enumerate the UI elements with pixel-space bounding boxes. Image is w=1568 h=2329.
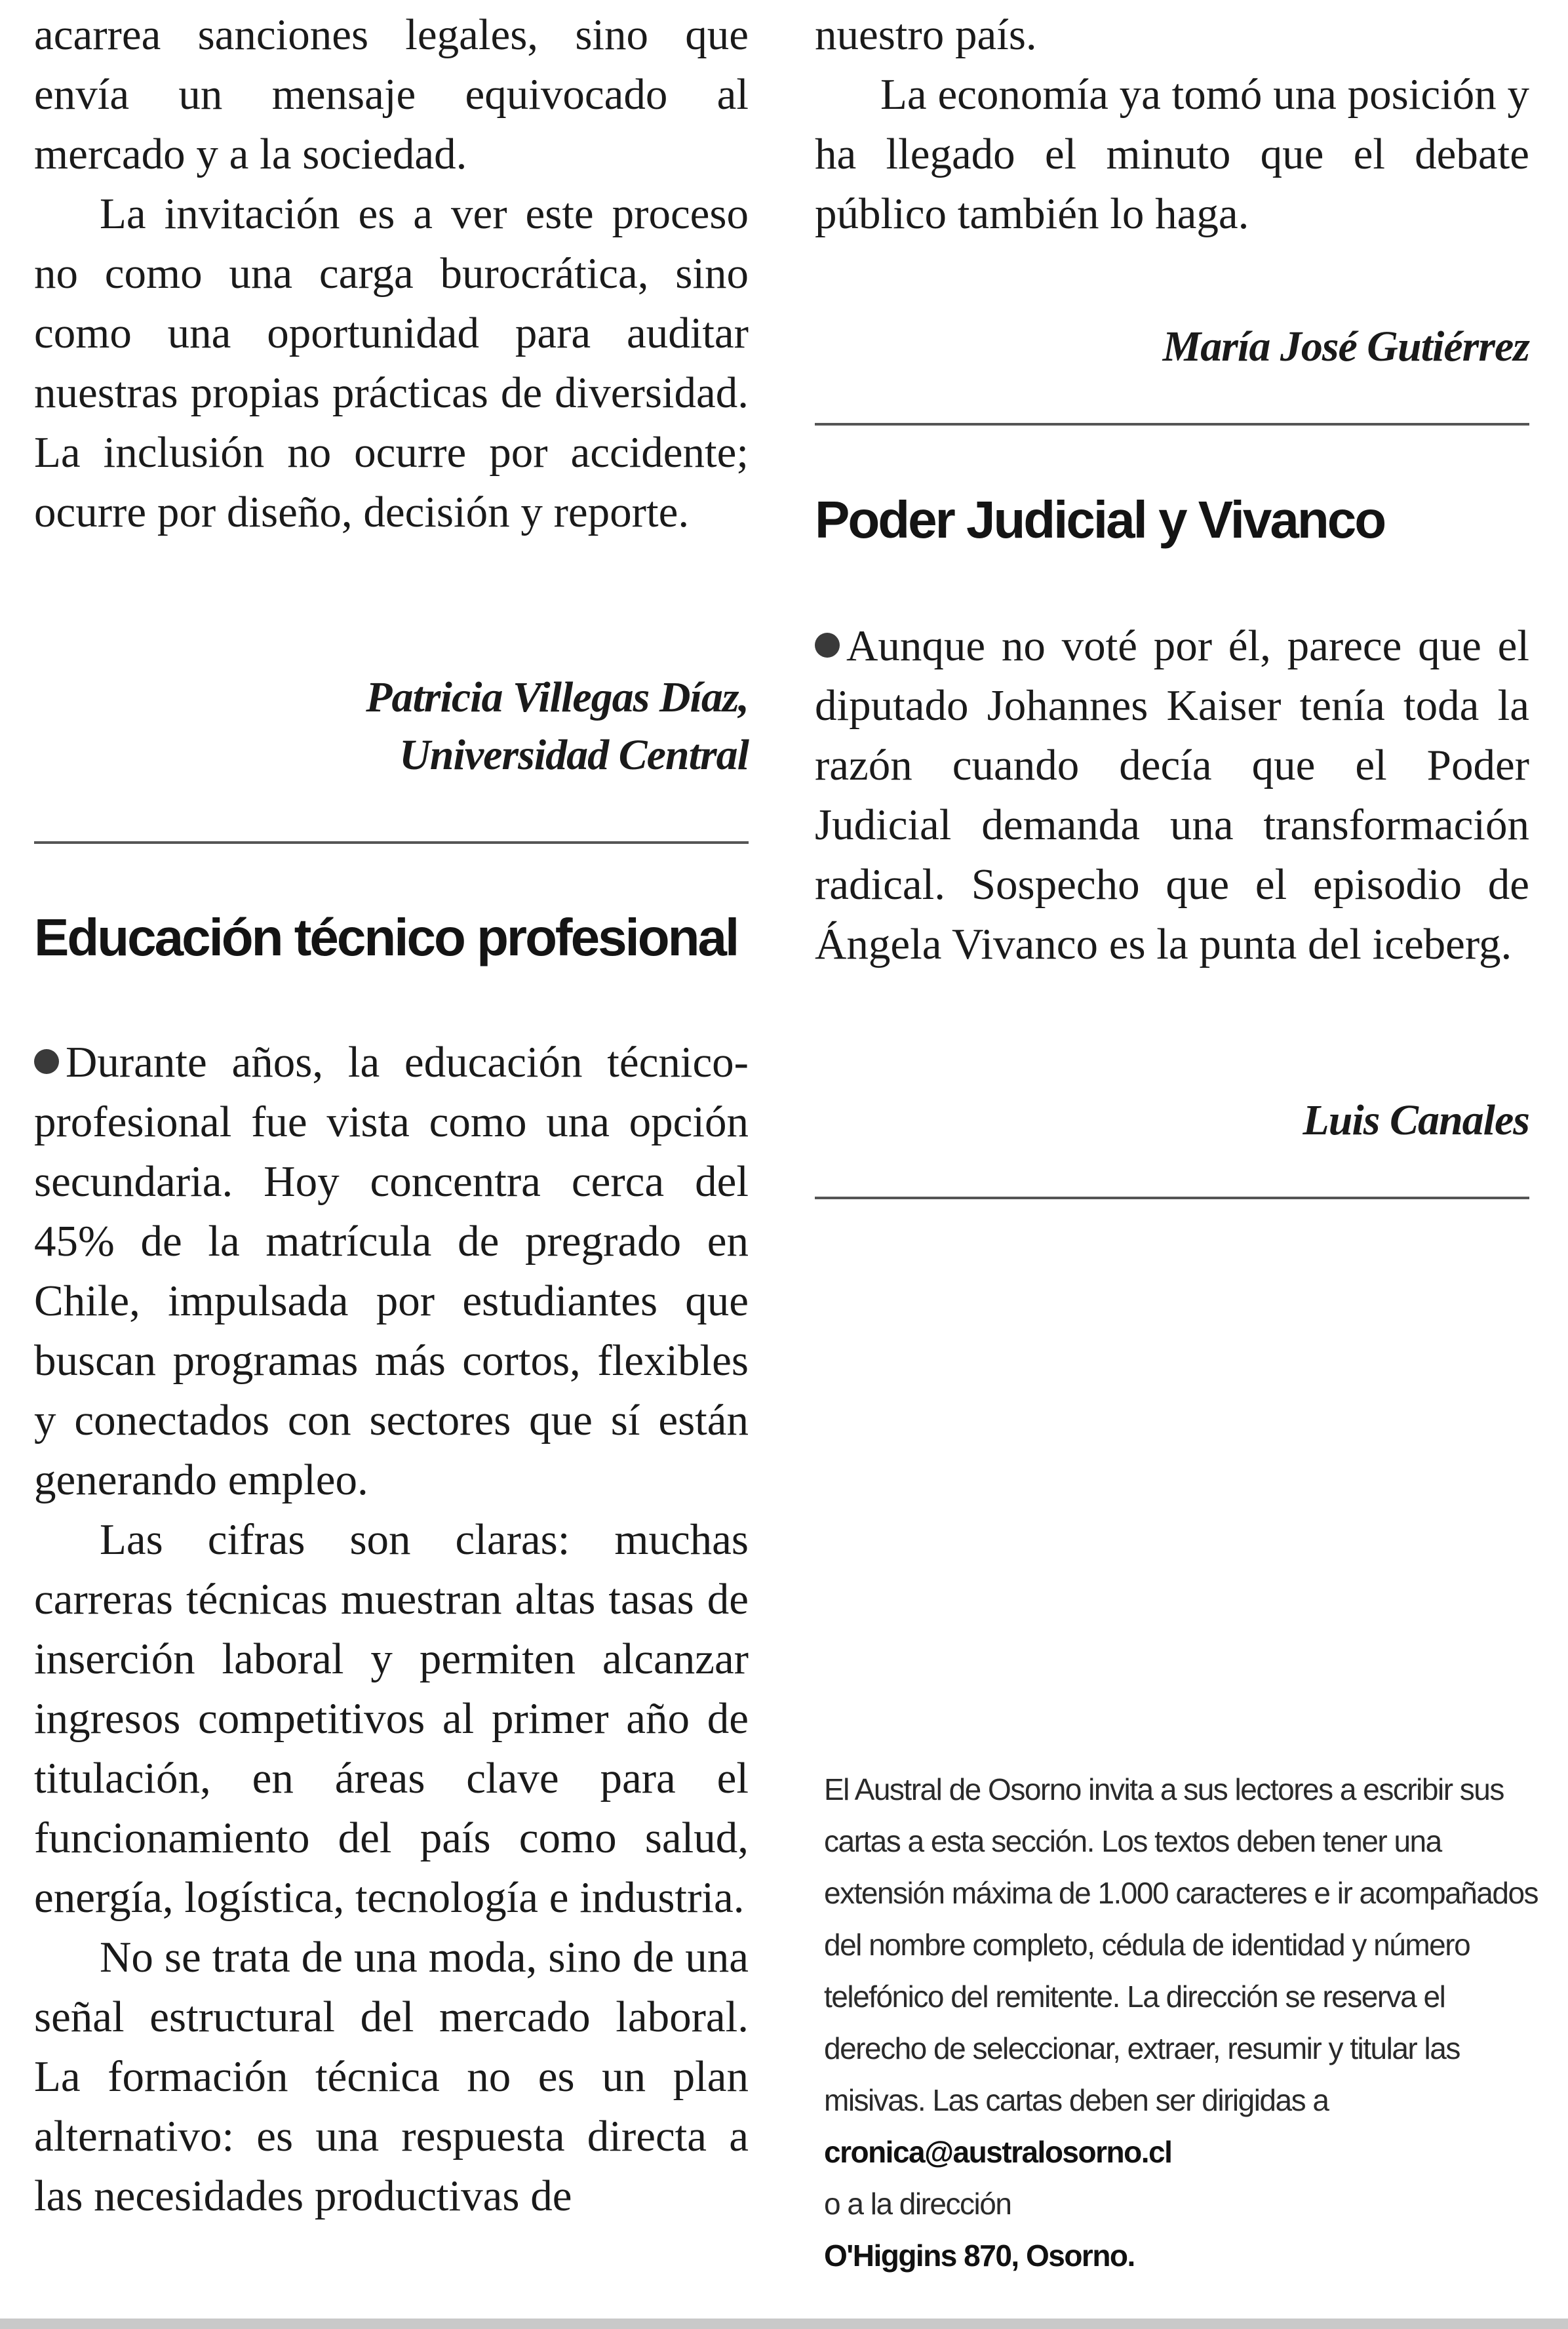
letter-paragraph: Las cifras son claras: muchas carreras técnicas muestran altas tasas de inserción laboral y permiten alcanzar ingresos competitivos al primer año de titulación, en áreas clave para el funcionamiento del país como salud, energía, logística, tecnología e industria. [34,1515,749,1922]
letter-headline: Educación técnico profesional [34,908,738,966]
page-bottom-edge [0,2319,1568,2329]
signature-name: Patricia Villegas Díaz, [366,673,749,721]
postal-address: O'Higgins 870, Osorno. [824,2239,1135,2273]
note-or-address: o a la dirección [824,2187,1011,2221]
section-divider [815,423,1529,426]
letter-paragraph: La invitación es a ver este proceso no como una carga burocrática, sino como una oportunidad para auditar nuestras propias prácticas de diversidad. La inclusión no ocurre por accidente; ocurre por diseño, decisión y reporte. [34,189,749,536]
bullet-icon [815,633,840,658]
bullet-icon [34,1049,59,1074]
contact-email: cronica@australosorno.cl [824,2135,1172,2169]
section-divider [815,1197,1529,1199]
letter-paragraph-text: Durante años, la educación técnico-profesional fue vista como una opción secundaria. Hoy concentra cerca del 45% de la matrícula de pregrado en Chile, impulsada por estudiantes que buscan programas más cortos, flexibles y conectados con sectores que sí están generando empleo. [34,1038,749,1504]
letter-paragraph [34,1033,749,1510]
letter-continuation-text: acarrea sanciones legales, sino que envía un mensaje equivocado al mercado y a la sociedad. [34,10,749,178]
letter-headline: Poder Judicial y Vivanco [815,490,1385,549]
letter-paragraph: La economía ya tomó una posición y ha llegado el minuto que el debate público también lo haga. [815,70,1529,238]
letter-continuation-text: nuestro país. [815,10,1037,59]
signature-name: Luis Canales [1303,1096,1529,1144]
letter-paragraph-text: Aunque no voté por él, parece que el diputado Johannes Kaiser tenía toda la razón cuando decía que el Poder Judicial demanda una transformación radical. Sospecho que el episodio de Ángela Vivanco es la punta del iceberg. [815,622,1529,968]
section-divider [34,841,749,844]
note-text: El Austral de Osorno invita a sus lectores a escribir sus cartas a esta sección. Los textos deben tener una extensión máxima de 1.000 caracteres e ir acompañados del nombre completo, cédula de identidad y número telefónico del remitente. La dirección se reserva el derecho de seleccionar, extraer, resumir y titular las misivas. Las cartas deben ser dirigidas a [824,1772,1539,2117]
signature-affiliation: Universidad Central [399,731,749,779]
letter-paragraph [815,616,1529,974]
letter-paragraph: No se trata de una moda, sino de una señal estructural del mercado laboral. La formación técnica no es un plan alternativo: es una respuesta directa a las necesidades productivas de [34,1933,749,2220]
signature-name: María José Gutiérrez [1162,323,1529,370]
letters-submission-note [824,1764,1539,2282]
